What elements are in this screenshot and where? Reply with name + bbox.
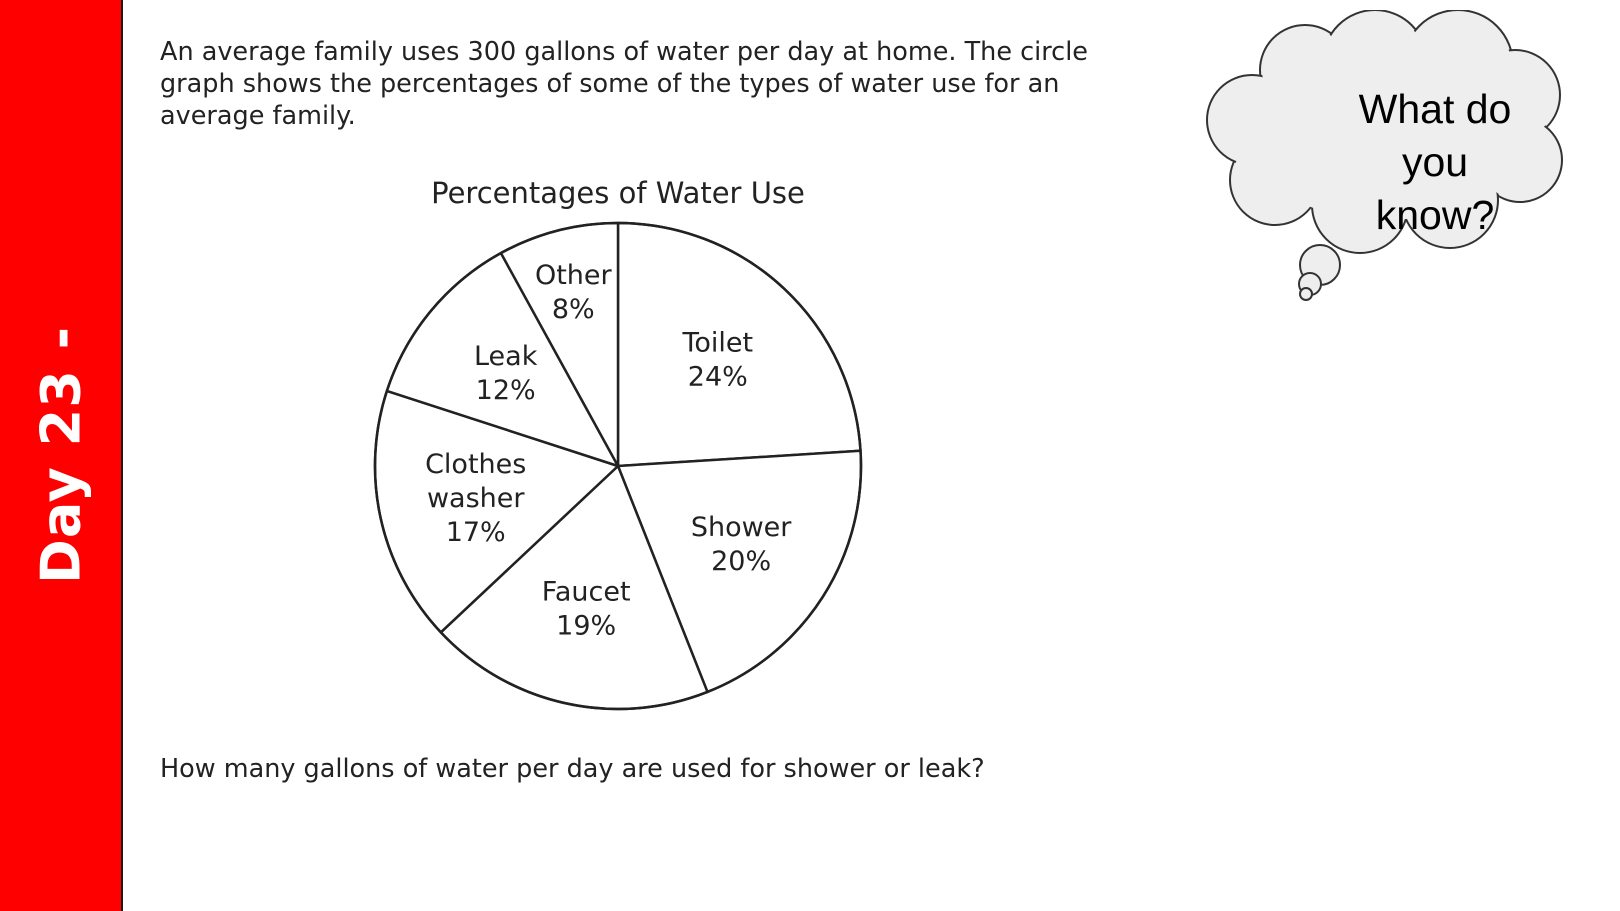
slice-value-clothes-washer: 17% <box>445 516 506 548</box>
slice-name-leak: Leak <box>473 341 538 373</box>
slice-name-shower: Shower <box>690 512 792 544</box>
slice-name-faucet: Faucet <box>541 576 631 608</box>
slice-name-clothes-washer: Clothes <box>425 448 527 480</box>
thought-cloud-text <box>1340 83 1530 242</box>
slice-value-faucet: 19% <box>556 610 617 642</box>
slice-value-other: 8% <box>551 293 595 325</box>
slice-name-toilet: Toilet <box>682 327 754 359</box>
question-text: How many gallons of water per day are used for shower or leak? <box>160 754 985 784</box>
slice-name-other: Other <box>534 259 612 291</box>
slice-value-toilet: 24% <box>687 361 748 393</box>
slice-value-leak: 12% <box>475 375 536 407</box>
problem-intro: An average family uses 300 gallons of water per day at home. The circle graph shows the percentages of some of the types of water use for an average family. <box>160 37 1088 131</box>
thought-line-1: What do <box>1358 86 1512 132</box>
thought-line-2: you know? <box>1375 139 1495 238</box>
slice-value-shower: 20% <box>711 546 772 578</box>
chart-title: Percentages of Water Use <box>431 176 805 210</box>
day-label: Day 23 - <box>29 326 93 584</box>
slice-name-clothes-washer: washer <box>426 482 525 514</box>
